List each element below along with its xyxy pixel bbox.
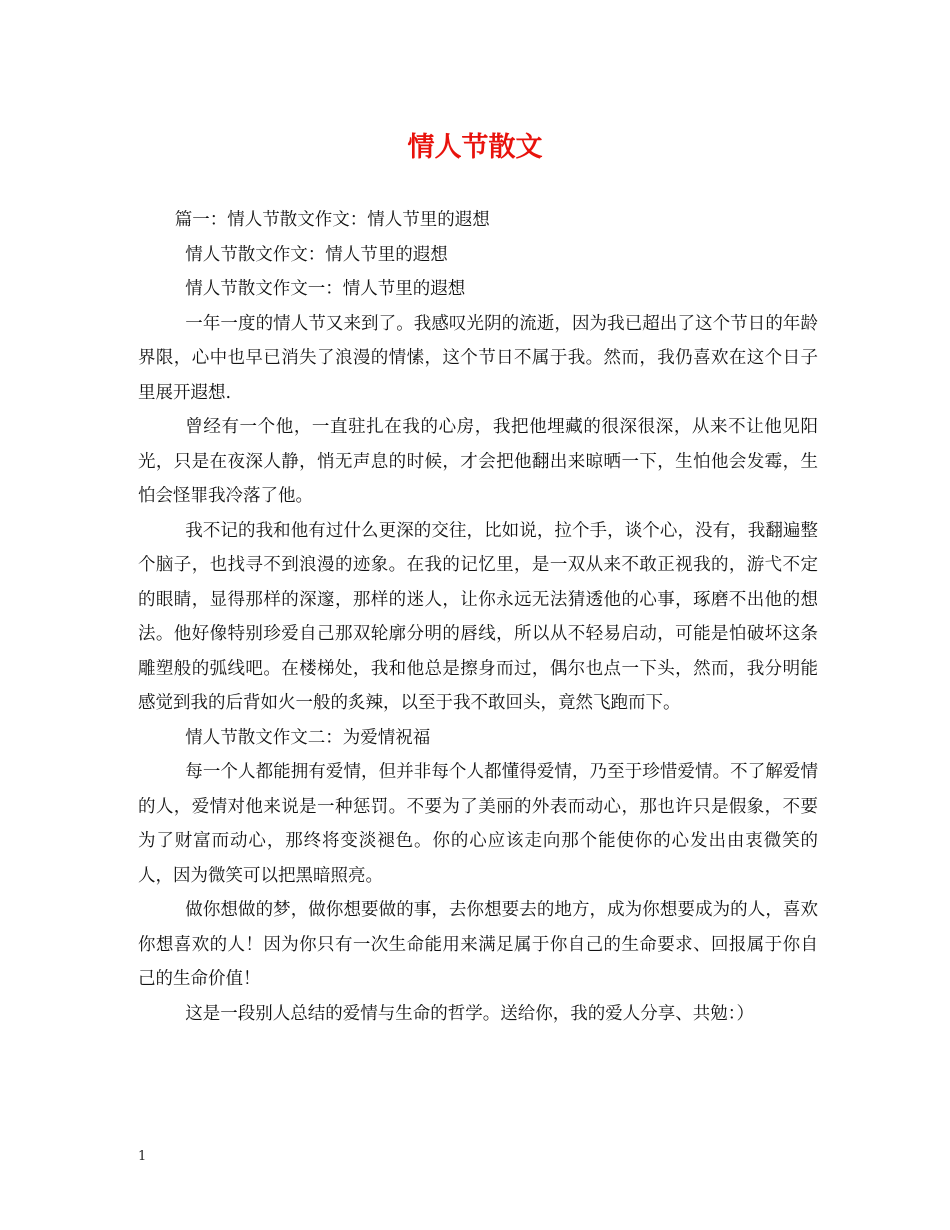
paragraph-section-one-heading: 情人节散文作文一：情人节里的遐想: [185, 279, 466, 299]
body-paragraph: 我不记的我和他有过什么更深的交往，比如说，拉个手，谈个心，没有，我翻遍整个脑子，也找寻不到浪漫的迹象。在我的记忆里，是一双从来不敢正视我的，游弋不定的眼睛，显得那样的深邃，那样的迷人，让你永远无法猜透他的心事，琢磨不出他的想法。他好像特别珍爱自己那双轮廓分明的唇线，所以从不轻易启动，可能是怕破坏这条雕塑般的弧线吧。在楼梯处，我和他总是擦身而过，偶尔也点一下头，然而，我分明能感觉到我的后背如火一般的炙辣，以至于我不敢回头，竟然飞跑而下。: [138, 520, 818, 713]
body-paragraph: 曾经有一个他，一直驻扎在我的心房，我把他埋藏的很深很深，从来不让他见阳光，只是在夜深人静，悄无声息的时候，才会把他翻出来晾晒一下，生怕他会发霉，生怕会怪罪我冷落了他。: [138, 417, 818, 506]
paragraph-subheading: 情人节散文作文：情人节里的遐想: [185, 244, 448, 265]
body-paragraph: 每一个人都能拥有爱情，但并非每个人都懂得爱情，乃至于珍惜爱情。不了解爱情的人，爱情对他来说是一种惩罚。不要为了美丽的外表而动心，那也许只是假象，不要为了财富而动心，那终将变淡褪色。你的心应该走向那个能使你的心发出由衷微笑的人，因为微笑可以把黑暗照亮。: [138, 762, 818, 886]
document-body: [138, 203, 818, 1031]
body-paragraph: 一年一度的情人节又来到了。我感叹光阴的流逝，因为我已超出了这个节日的年龄界限，心中也早已消失了浪漫的情愫，这个节日不属于我。然而，我仍喜欢在这个日子里展开遐想.: [138, 313, 818, 403]
paragraph-heading-part-one: 篇一：情人节散文作文：情人节里的遐想: [174, 210, 490, 230]
document-title: 情人节散文: [407, 132, 543, 163]
paragraph-section-two-heading: 情人节散文作文二：为爱情祝福: [185, 727, 431, 748]
body-paragraph: 做你想做的梦，做你想要做的事，去你想要去的地方，成为你想要成为的人，喜欢你想喜欢的人！因为你只有一次生命能用来满足属于你自己的生命要求、回报属于你自己的生命价值！: [138, 900, 818, 989]
body-paragraph: 这是一段别人总结的爱情与生命的哲学。送给你，我的爱人分享、共勉：）: [185, 1003, 754, 1024]
page-number: 1: [138, 1149, 147, 1164]
